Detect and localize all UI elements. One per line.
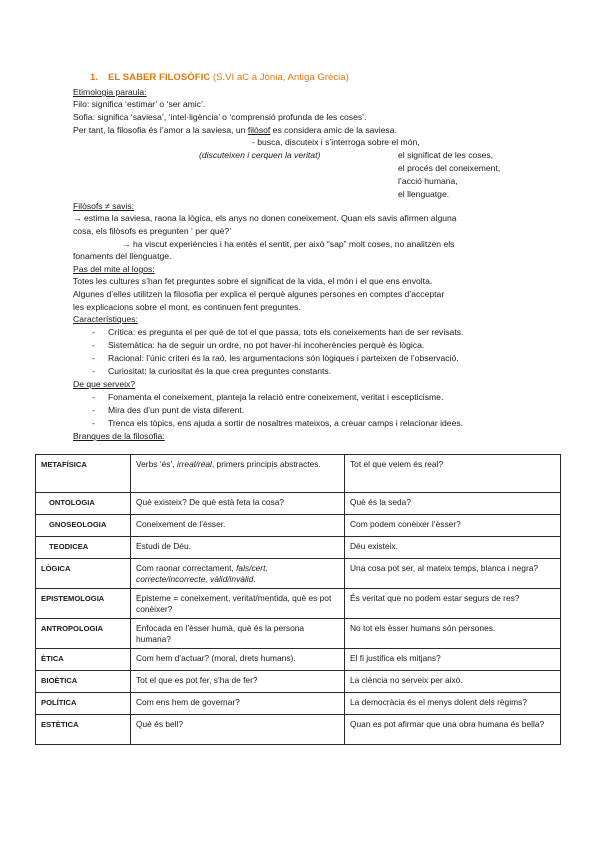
branches-heading: Branques de la filosofia: (73, 431, 165, 441)
etymology-heading: Etimologia paraula: (73, 87, 147, 97)
feature-item: Curiositat: la curiositat és la que crea preguntes constants. (108, 366, 332, 376)
table-row (36, 559, 561, 589)
etymology-list-item: el llenguatge. (398, 189, 450, 199)
branch-name: BIOÈTICA (36, 671, 131, 693)
branch-name: ONTOLOGIA (36, 493, 131, 515)
table-row (36, 515, 561, 537)
branch-description-part: , primers principis abstractes. (211, 459, 321, 469)
etymology-conclusion (73, 125, 397, 136)
filosof-term: filòsof (247, 125, 271, 135)
philosophers-line: cosa, els filòsofs es pregunten ‘ per què?’ (73, 226, 232, 236)
branch-question: Tot el que veiem és real? (345, 455, 561, 493)
branch-description-part: Què és bell? (136, 719, 184, 729)
branch-name: TEODICEA (36, 537, 131, 559)
branch-description-part: . (253, 574, 256, 584)
branch-description-part: Com hem d’actuar? (moral, drets humans). (136, 653, 296, 663)
table-row (36, 619, 561, 649)
branch-question: La ciència no serveix per això. (345, 671, 561, 693)
branch-description-part: Com raonar correctament, (136, 563, 237, 573)
etymology-list-item: el procés del coneixement, (398, 163, 501, 173)
branch-description (131, 515, 345, 537)
branch-name: ANTROPOLOGIA (36, 619, 131, 649)
table-row (36, 715, 561, 745)
branch-description (131, 715, 345, 745)
branch-description-part: fals/cert, correcte/incorrecte, vàlid/invàlid (136, 563, 268, 584)
philosophers-line: fonaments del llenguatge. (73, 251, 172, 261)
bullet-dash: - (92, 340, 95, 350)
purpose-item: Trenca els tòpics, ens ajuda a sortir de nosaltres mateixos, a creuar camps i relacionar idees. (108, 418, 464, 428)
branch-question: Quan es pot afirmar que una obra humana és bella? (345, 715, 561, 745)
branch-description-part: Episteme = coneixement, veritat/mentida, què es pot conèixer? (136, 593, 332, 614)
branch-description-part: Verbs ‘és’, (136, 459, 177, 469)
table-row (36, 537, 561, 559)
table-row (36, 455, 561, 493)
branch-question: El fi justifica els mitjans? (345, 649, 561, 671)
myth-line: Totes les cultures s’han fet preguntes sobre el significat de la vida, el món i el que ens envolta. (73, 276, 433, 286)
myth-line: les explicacions sobre el mont, es continuen fent preguntes. (73, 302, 301, 312)
branch-description (131, 537, 345, 559)
table-row (36, 493, 561, 515)
philosophers-line: → ha viscut experiències i ha entès el sentit, per això “sap” molt coses, no analitzen els (122, 239, 455, 249)
bullet-dash: - (92, 366, 95, 376)
branch-name: GNOSEOLOGIA (36, 515, 131, 537)
bullet-dash: - (92, 405, 95, 415)
section-subtitle: (S.VI aC a Jònia, Antiga Grècia) (212, 72, 349, 83)
branch-description (131, 589, 345, 619)
table-row (36, 649, 561, 671)
branch-description-part: irreal/real (176, 459, 212, 469)
branch-description (131, 493, 345, 515)
philosophers-heading: Filòsofs ≠ savis: (73, 201, 135, 211)
branch-name: ÈTICA (36, 649, 131, 671)
branch-question: Com podem conèixer l’èsser? (345, 515, 561, 537)
branch-question: És veritat que no podem estar segurs de res? (345, 589, 561, 619)
bullet-dash: - (92, 353, 95, 363)
section-title (90, 72, 349, 83)
bullet-dash: - (92, 392, 95, 402)
purpose-item: Fonamenta el coneixement, planteja la relació entre coneixement, veritat i escepticisme. (108, 392, 444, 402)
branch-description-part: Enfocada en l’èsser humà, què és la persona humana? (136, 623, 305, 644)
branch-description (131, 619, 345, 649)
etymology-note: (discuteixen i cerquen la veritat) (199, 150, 321, 160)
branch-description (131, 693, 345, 715)
table-row (36, 589, 561, 619)
etymology-sofia: Sofia: significa ‘saviesa’, ‘intel·ligència’ o ‘comprensió profunda de les coses’. (73, 112, 367, 122)
feature-item: Crítica: es pregunta el per què de tot el que passa, tots els coneixements han de ser revisats. (108, 327, 464, 337)
branch-question: Una cosa pot ser, al mateix temps, blanca i negra? (345, 559, 561, 589)
bullet-dash: - (92, 418, 95, 428)
branch-description-part: Com ens hem de governar? (136, 697, 240, 707)
branch-description (131, 671, 345, 693)
branch-name: POLÍTICA (36, 693, 131, 715)
myth-heading: Pas del mite al logos: (73, 264, 155, 274)
myth-line: Algunes d’elles utilitzen la filosofia per explica el perquè algunes persones en comptes d’acceptar (73, 289, 445, 299)
etymology-busca: - busca, discuteix i s’interroga sobre el món, (252, 137, 420, 147)
branch-description-part: Tot el que es pot fer, s’ha de fer? (136, 675, 258, 685)
purpose-item: Mira des d’un punt de vista diferent. (108, 405, 245, 415)
etymology-filo: Filo: significa ‘estimar’ o ‘ser amic’. (73, 99, 206, 109)
branch-question: Què és la seda? (345, 493, 561, 515)
branch-description-part: Estudi de Déu. (136, 541, 191, 551)
branch-description (131, 649, 345, 671)
section-title-text: EL SABER FILOSÒFIC (108, 72, 211, 83)
purpose-heading: De que serveix? (73, 379, 136, 389)
conclusion-text-a: Per tant, la filosofia és l’amor a la saviesa, un (73, 125, 248, 135)
branch-description (131, 559, 345, 589)
branch-description-part: Coneixement de l’èsser. (136, 519, 226, 529)
bullet-dash: - (92, 327, 95, 337)
table-row (36, 693, 561, 715)
table-row (36, 671, 561, 693)
branch-name: EPISTEMOLOGIA (36, 589, 131, 619)
branches-table (35, 454, 561, 745)
feature-item: Racional: l’únic criteri és la raó, les argumentacions són lògiques i parteixen de l’observació. (108, 353, 459, 363)
branch-name: METAFÍSICA (36, 455, 131, 493)
branch-description-part: Què existeix? De què està feta la cosa? (136, 497, 285, 507)
etymology-list-item: l’acció humana, (398, 176, 458, 186)
feature-item: Sistemàtica: ha de seguir un ordre, no pot haver-hi incoherències perquè és lògica. (108, 340, 425, 350)
branch-name: LÒGICA (36, 559, 131, 589)
features-heading: Característiques: (73, 314, 138, 324)
branch-question: La democràcia és el menys dolent dels règims? (345, 693, 561, 715)
branch-question: Déu existeix. (345, 537, 561, 559)
branch-name: ESTÈTICA (36, 715, 131, 745)
etymology-list-item: el significat de les coses, (398, 150, 494, 160)
branch-question: No tot els èsser humans són persones. (345, 619, 561, 649)
branch-description (131, 455, 345, 493)
conclusion-text-b: es considera amic de la saviesa. (270, 125, 397, 135)
section-number: 1. (90, 72, 99, 83)
philosophers-line: → estima la saviesa, raona la lògica, els anys no donen coneixement. Quan els savis afirmen alguna (73, 213, 457, 223)
